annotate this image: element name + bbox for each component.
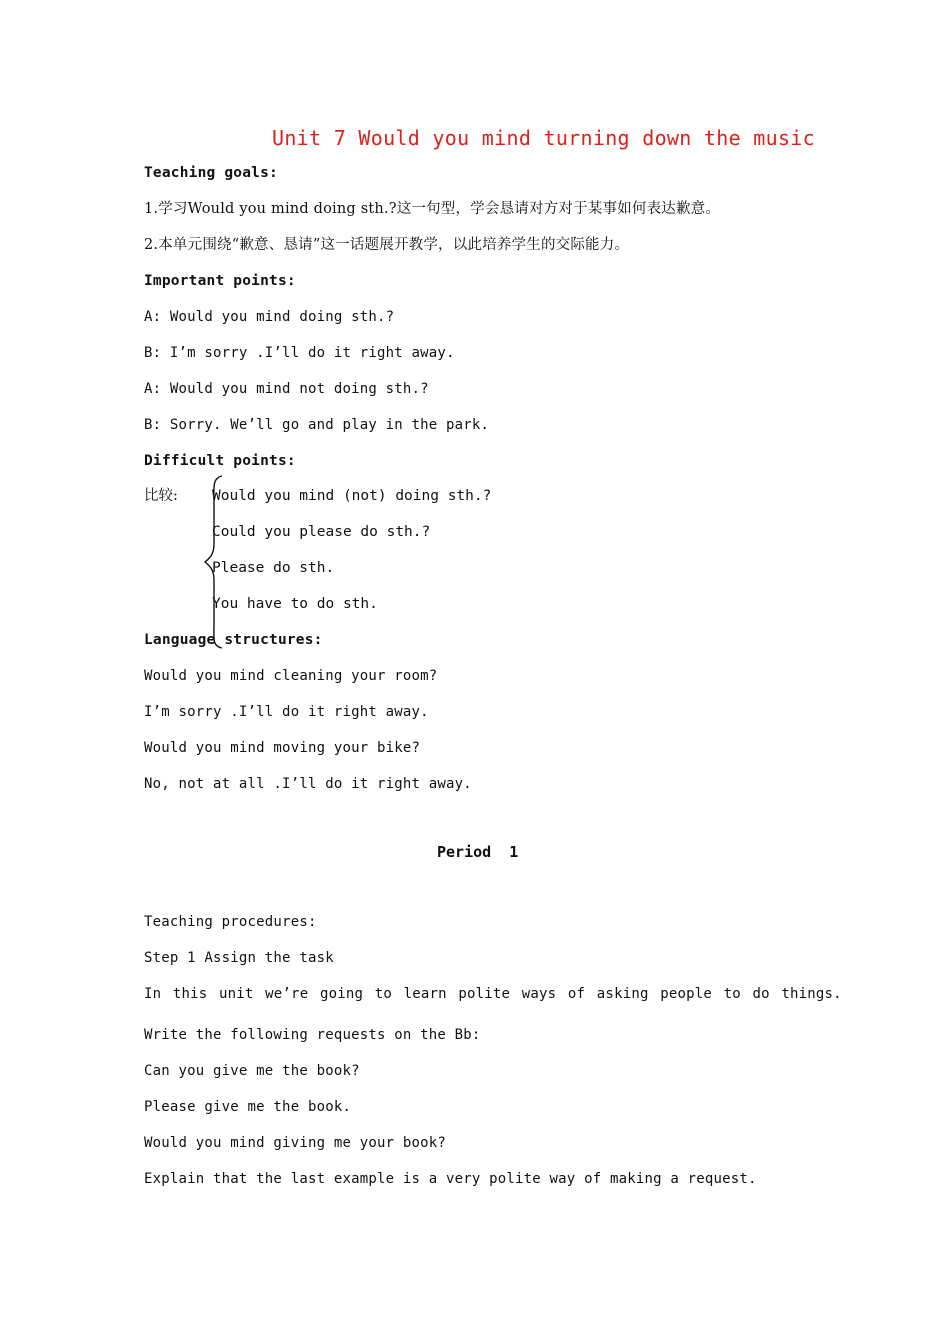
language-structure-line: Would you mind cleaning your room? (144, 668, 438, 684)
period-heading: Period 1 (437, 843, 519, 861)
compare-item: Could you please do sth.? (212, 524, 431, 540)
procedure-line: Step 1 Assign the task (144, 950, 334, 966)
compare-item: Please do sth. (212, 560, 335, 576)
procedure-line: Please give me the book. (144, 1099, 352, 1115)
teaching-goal-item: 2.本单元围绕“歉意、恳请”这一话题展开教学，以此培养学生的交际能力。 (144, 237, 630, 253)
compare-item: You have to do sth. (212, 596, 378, 612)
language-structure-line: I’m sorry .I’ll do it right away. (144, 704, 429, 720)
important-point-line: A: Would you mind not doing sth.? (144, 381, 429, 397)
procedure-line: Teaching procedures: (144, 914, 317, 930)
compare-item: Would you mind (not) doing sth.? (212, 488, 492, 504)
procedure-line: Write the following requests on the Bb: (144, 1027, 481, 1043)
language-structures-heading: Language structures: (144, 632, 323, 648)
compare-label: 比较: (144, 488, 178, 504)
procedure-line: In this unit we’re going to learn polite ways of asking people to do things. (144, 986, 842, 1002)
procedure-line: Would you mind giving me your book? (144, 1135, 447, 1151)
difficult-points-heading: Difficult points: (144, 453, 296, 469)
document-title: Unit 7 Would you mind turning down the music (272, 126, 816, 150)
important-points-heading: Important points: (144, 273, 296, 289)
language-structure-line: Would you mind moving your bike? (144, 740, 421, 756)
important-point-line: B: I’m sorry .I’ll do it right away. (144, 345, 455, 361)
procedure-line: Can you give me the book? (144, 1063, 360, 1079)
important-point-line: B: Sorry. We’ll go and play in the park. (144, 417, 490, 433)
teaching-goals-heading: Teaching goals: (144, 165, 278, 181)
language-structure-line: No, not at all .I’ll do it right away. (144, 776, 472, 792)
procedure-line: Explain that the last example is a very polite way of making a request. (144, 1171, 757, 1187)
important-point-line: A: Would you mind doing sth.? (144, 309, 395, 325)
teaching-goal-item: 1.学习Would you mind doing sth.?这一句型，学会恳请对方对于某事如何表达歉意。 (144, 201, 721, 217)
